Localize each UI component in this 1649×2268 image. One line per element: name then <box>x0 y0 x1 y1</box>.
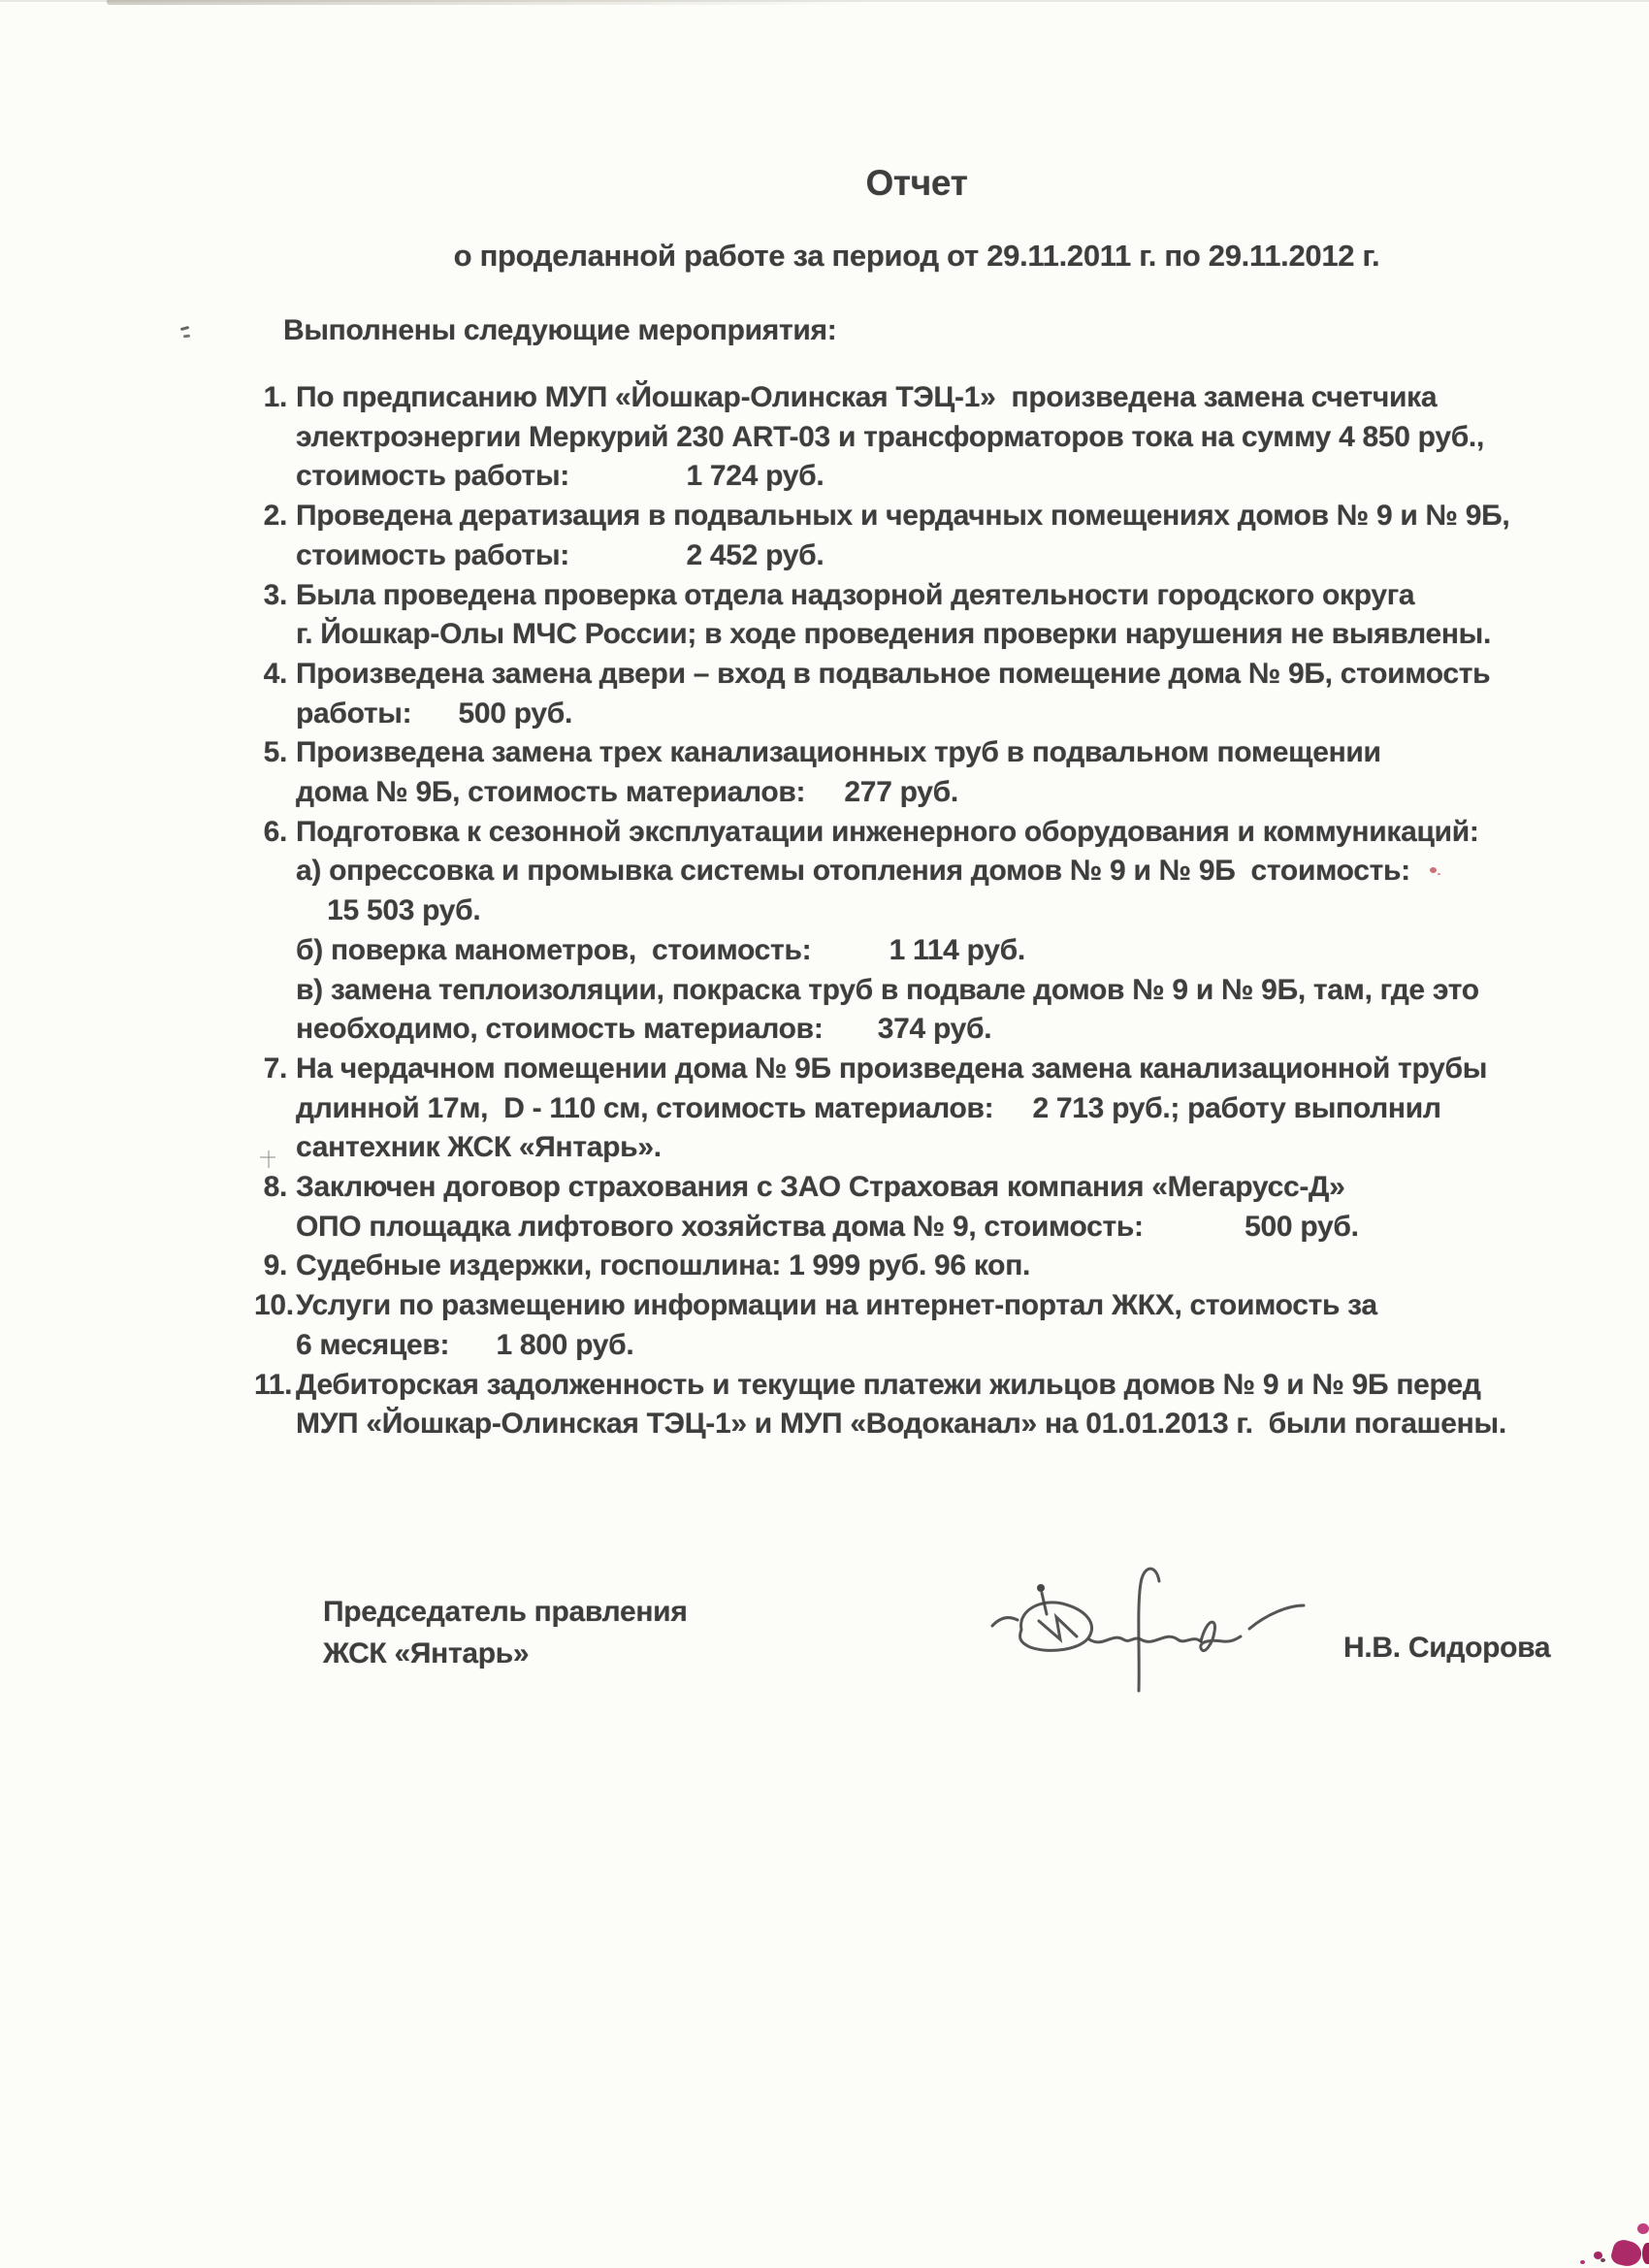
report-title: Отчет <box>865 163 968 203</box>
ink-stain-blob <box>1642 2243 1649 2264</box>
list-item-line: Была проведена проверка отдела надзорной деятельности городского округа <box>296 578 1415 611</box>
scan-red-dot <box>1430 867 1437 873</box>
list-item-line: дома № 9Б, стоимость материалов: 277 руб. <box>296 776 958 809</box>
list-item-line: сантехник ЖСК «Янтарь». <box>296 1131 662 1164</box>
list-item-line: стоимость работы: 1 724 руб. <box>296 460 824 493</box>
list-item-line: 6 месяцев: 1 800 руб. <box>296 1328 634 1361</box>
list-item-number: 3. <box>263 578 287 611</box>
list-item-line: МУП «Йошкар-Олинская ТЭЦ-1» и МУП «Водоканал» на 01.01.2013 г. были погашены. <box>296 1408 1506 1441</box>
list-item <box>254 497 1509 575</box>
list-item-number: 10. <box>254 1289 294 1322</box>
list-item <box>254 1366 1509 1444</box>
ink-stain-blob <box>1609 2238 1644 2268</box>
list-item-line: электроэнергии Меркурий 230 ART-03 и трансформаторов тока на сумму 4 850 руб., <box>296 420 1484 453</box>
list-item-number: 1. <box>263 381 287 413</box>
signoff-role <box>323 1591 688 1674</box>
list-item <box>254 655 1509 733</box>
list-item-line: Произведена замена двери – вход в подвальное помещение дома № 9Б, стоимость <box>296 657 1491 690</box>
list-item-number: 7. <box>263 1052 287 1085</box>
list-item-number: 6. <box>263 815 287 848</box>
list-item <box>254 733 1509 812</box>
list-item-number: 9. <box>263 1249 287 1282</box>
list-item-line: По предписанию МУП «Йошкар-Олинская ТЭЦ-1» произведена замена счетчика <box>296 381 1438 413</box>
list-item-line: длинной 17м, D - 110 см, стоимость материалов: 2 713 руб.; работу выполнил <box>296 1091 1441 1124</box>
list-item <box>254 378 1509 497</box>
handwritten-signature <box>975 1504 1324 1727</box>
activities-list <box>254 378 1509 1444</box>
list-item-line: Заключен договор страхования с ЗАО Страховая компания «Мегарусс-Д» <box>296 1171 1345 1204</box>
list-item-line: ОПО площадка лифтового хозяйства дома № 9, стоимость: 500 руб. <box>296 1210 1359 1243</box>
list-item <box>254 576 1509 655</box>
ink-stain-blob <box>1637 2223 1649 2234</box>
report-intro: Выполнены следующие мероприятия: <box>283 314 837 346</box>
report-subtitle: о проделанной работе за период от 29.11.2011 г. по 29.11.2012 г. <box>453 239 1380 273</box>
list-item-line: Подготовка к сезонной эксплуатации инженерного оборудования и коммуникаций: <box>296 815 1479 848</box>
list-item-number: 8. <box>263 1171 287 1204</box>
ink-stain-blob <box>1580 2260 1585 2264</box>
signoff-role-line: Председатель правления <box>323 1596 688 1628</box>
scan-edge-line <box>0 0 1649 2</box>
list-item-number: 4. <box>263 657 287 690</box>
list-item-number: 5. <box>263 736 287 769</box>
ink-stain-speck <box>1600 2258 1605 2262</box>
list-item-line: а) опрессовка и промывка системы отопления домов № 9 и № 9Б стоимость: <box>296 855 1410 888</box>
list-item-line: 15 503 руб. <box>296 894 481 927</box>
list-item-line: б) поверка манометров, стоимость: 1 114 руб. <box>296 933 1025 966</box>
list-item-line: г. Йошкар-Олы МЧС России; в ходе проведения проверки нарушения не выявлены. <box>296 618 1492 651</box>
list-item-line: Дебиторская задолженность и текущие платежи жильцов домов № 9 и № 9Б перед <box>296 1368 1481 1401</box>
list-item <box>254 1247 1509 1286</box>
scan-smudge-left-margin <box>183 335 190 339</box>
signoff-role-line: ЖСК «Янтарь» <box>323 1637 530 1669</box>
list-item-line: в) замена теплоизоляции, покраска труб в подвале домов № 9 и № 9Б, там, где это <box>296 973 1479 1006</box>
list-item <box>254 1286 1509 1365</box>
list-item <box>254 813 1509 1050</box>
list-item-line: Произведена замена трех канализационных труб в подвальном помещении <box>296 736 1381 769</box>
scan-smudge-left-margin <box>180 326 189 331</box>
signoff-name: Н.В. Сидорова <box>1343 1632 1551 1664</box>
list-item-line: стоимость работы: 2 452 руб. <box>296 538 824 571</box>
list-item-number: 11. <box>254 1368 293 1401</box>
list-item-line: На чердачном помещении дома № 9Б произведена замена канализационной трубы <box>296 1052 1488 1085</box>
scan-red-dot <box>1438 873 1440 875</box>
list-item-line: Судебные издержки, госпошлина: 1 999 руб. 96 коп. <box>296 1249 1031 1282</box>
list-item-number: 2. <box>263 500 287 533</box>
scan-cross-mark <box>268 1150 270 1168</box>
list-item <box>254 1050 1509 1168</box>
list-item-line: работы: 500 руб. <box>296 697 572 729</box>
list-item-line: Услуги по размещению информации на интернет-портал ЖКХ, стоимость за <box>296 1289 1377 1322</box>
list-item <box>254 1168 1509 1247</box>
scan-cross-mark <box>260 1156 275 1158</box>
list-item-line: Проведена дератизация в подвальных и чердачных помещениях домов № 9 и № 9Б, <box>296 500 1510 533</box>
list-item-line: необходимо, стоимость материалов: 374 руб. <box>296 1013 992 1046</box>
